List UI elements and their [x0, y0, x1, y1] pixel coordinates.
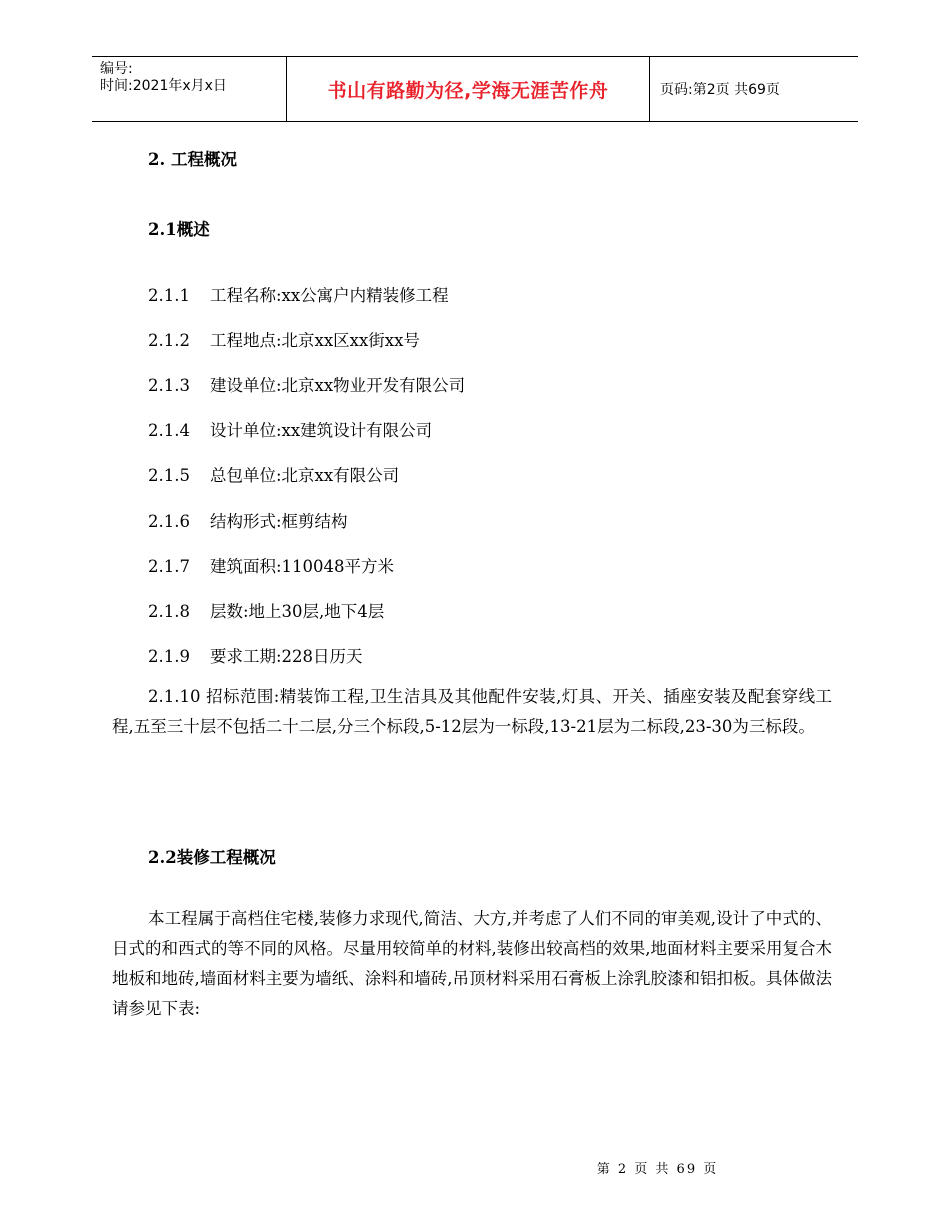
page-header [92, 56, 858, 122]
item-text: 层数:地上30层,地下4层 [210, 602, 385, 621]
list-item [148, 372, 465, 396]
item-text: 建筑面积:110048平方米 [210, 557, 395, 576]
item-number: 2.1.1 [148, 286, 190, 305]
motto: 书山有路勤为径,学海无涯苦作舟 [287, 57, 650, 121]
list-item [148, 598, 384, 622]
list-item [148, 282, 449, 306]
item-number: 2.1.5 [148, 466, 190, 485]
number-label: 编号: [100, 61, 133, 77]
item-number: 2.1.3 [148, 376, 190, 395]
body-paragraph: 本工程属于高档住宅楼,装修力求现代,简洁、大方,并考虑了人们不同的审美观,设计了中式的、日式的和西式的等不同的风格。尽量用较简单的材料,装修出较高档的效果,地面材料主要采用复合木地板和地砖,墙面材料主要为墙纸、涂料和墙砖,吊顶材料采用石膏板上涂乳胶漆和铝扣板。具体做法请参见下表: [112, 909, 832, 1018]
subsection-title-decoration: 2.2装修工程概况 [148, 848, 276, 867]
subsection-title-overview: 2.1概述 [148, 220, 210, 239]
item-text: 结构形式:框剪结构 [210, 512, 348, 531]
item-text: 总包单位:北京xx有限公司 [210, 466, 400, 485]
item-number: 2.1.4 [148, 421, 190, 440]
item-text: 要求工期:228日历天 [210, 647, 363, 666]
item-number: 2.1.8 [148, 602, 190, 621]
item-number: 2.1.2 [148, 331, 190, 350]
list-item-scope: 2.1.10 招标范围:精装饰工程,卫生洁具及其他配件安装,灯具、开关、插座安装及配套穿线工程,五至三十层不包括二十二层,分三个标段,5-12层为一标段,13-21层为二标段,23-30为三标段。 [112, 687, 832, 736]
time-label: 时间:2021年x月x日 [100, 78, 227, 94]
item-text: 工程地点:北京xx区xx街xx号 [210, 331, 420, 350]
item-number: 2.1.7 [148, 557, 190, 576]
item-number: 2.1.6 [148, 512, 190, 531]
list-item [148, 508, 348, 532]
list-item [148, 553, 394, 577]
section-title: 2. 工程概况 [148, 150, 237, 169]
page-info: 页码:第2页 共69页 [660, 82, 780, 98]
list-item [148, 462, 399, 486]
list-item [148, 327, 420, 351]
header-meta-cell [92, 57, 287, 121]
page-footer: 第 2 页 共 69 页 [596, 1162, 719, 1177]
item-number: 2.1.9 [148, 647, 190, 666]
item-text: 设计单位:xx建筑设计有限公司 [210, 421, 433, 440]
item-text: 建设单位:北京xx物业开发有限公司 [210, 376, 466, 395]
item-text: 工程名称:xx公寓户内精装修工程 [210, 286, 449, 305]
list-item [148, 643, 363, 667]
list-item [148, 417, 432, 441]
